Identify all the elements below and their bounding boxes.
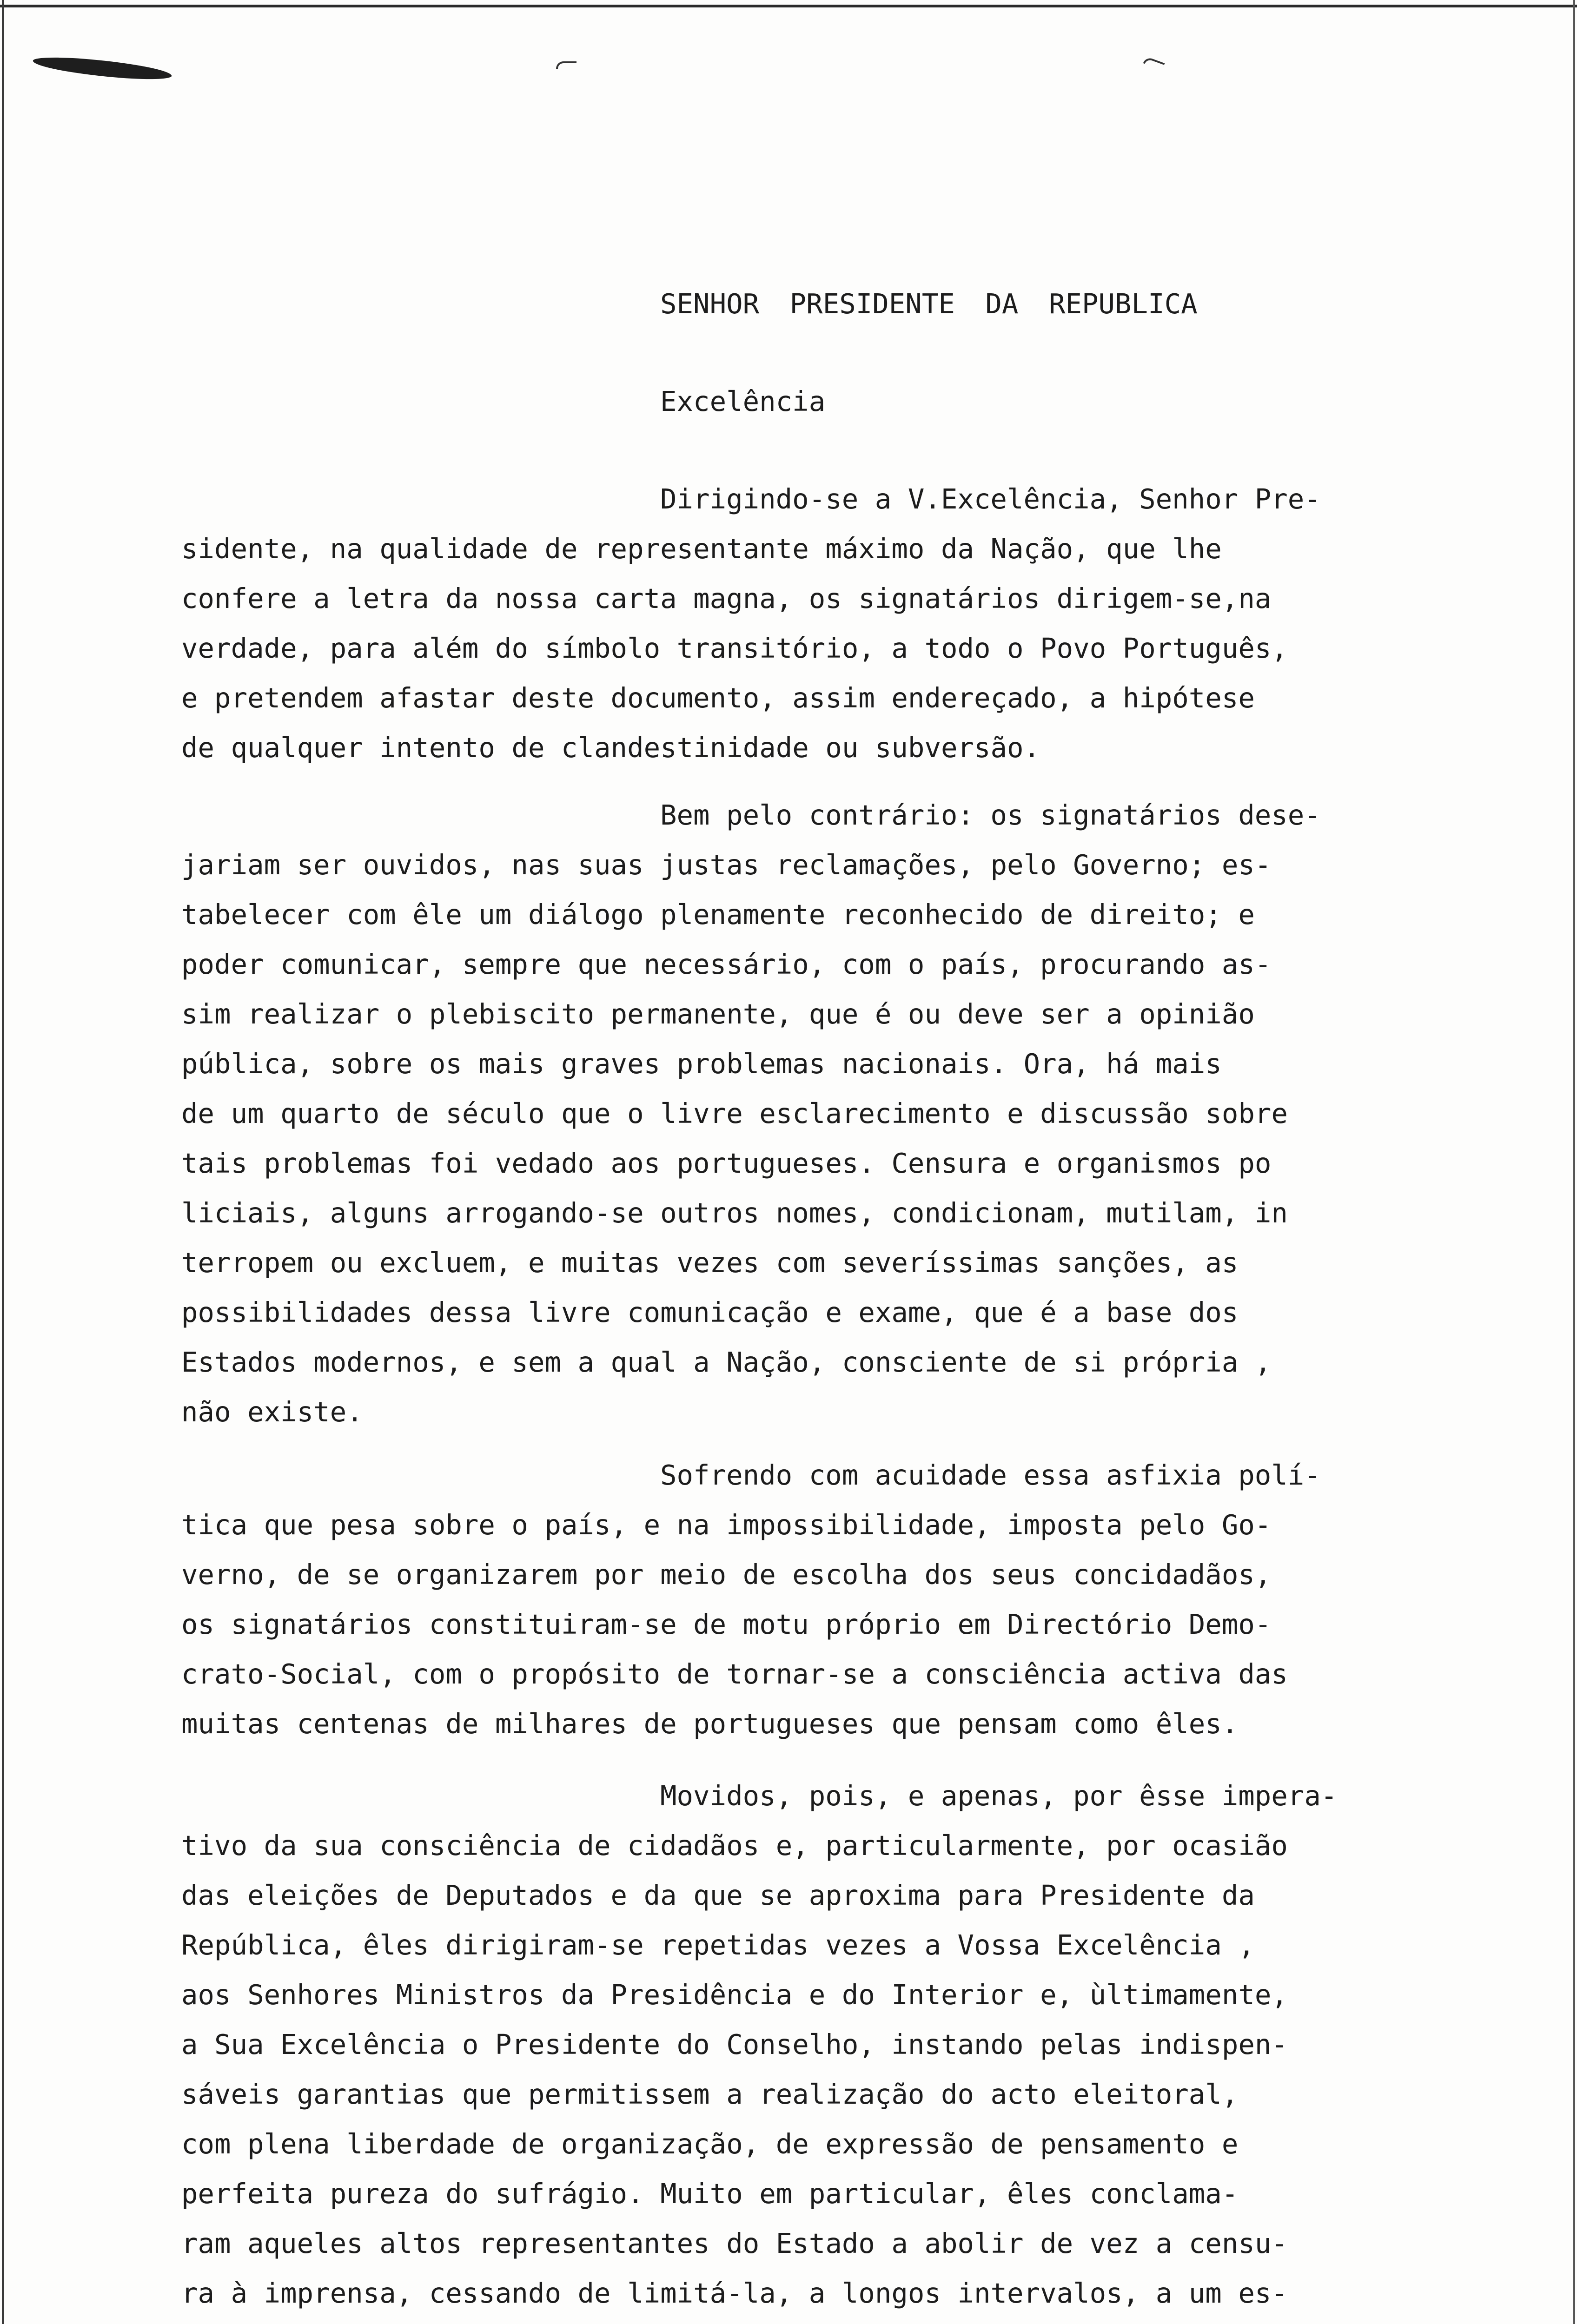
page-top-edge (0, 5, 1577, 7)
paragraph-1 (181, 474, 1427, 772)
text-line: tica que pesa sobre o país, e na impossibilidade, imposta pelo Go- (181, 1509, 1272, 1541)
text-line: ra à imprensa, cessando de limitá-la, a longos intervalos, a um es- (181, 2277, 1288, 2309)
scan-mark (556, 61, 576, 69)
text-line: perfeita pureza do sufrágio. Muito em particular, êles conclama- (181, 2178, 1239, 2210)
page-right-edge (1573, 0, 1575, 2324)
text-line: não existe. (181, 1396, 363, 1428)
text-line: verno, de se organizarem por meio de escolha dos seus concidadãos, (181, 1558, 1272, 1591)
text-line: e pretendem afastar deste documento, assim endereçado, a hipótese (181, 682, 1255, 714)
text-line: poder comunicar, sempre que necessário, com o país, procurando as- (181, 948, 1272, 980)
text-line: muitas centenas de milhares de portugueses que pensam como êles. (181, 1708, 1239, 1740)
page-left-edge (2, 0, 4, 2324)
ink-smudge (32, 54, 172, 82)
text-line: das eleições de Deputados e da que se aproxima para Presidente da (181, 1879, 1255, 1911)
scan-mark (1143, 56, 1165, 70)
text-line: de qualquer intento de clandestinidade ou subversão. (181, 732, 1040, 764)
text-line: tivo da sua consciência de cidadãos e, particularmente, por ocasião (181, 1829, 1288, 1862)
text-line: Movidos, pois, e apenas, por êsse impera- (660, 1780, 1338, 1812)
text-line: verdade, para além do símbolo transitório, a todo o Povo Português, (181, 632, 1288, 664)
text-line: jariam ser ouvidos, nas suas justas reclamações, pelo Governo; es- (181, 849, 1272, 881)
text-line: a Sua Excelência o Presidente do Conselho, instando pelas indispen- (181, 2028, 1288, 2060)
text-line: República, êles dirigiram-se repetidas vezes a Vossa Excelência , (181, 1929, 1255, 1961)
text-line: Estados modernos, e sem a qual a Nação, consciente de si própria , (181, 1346, 1272, 1378)
text-line: terropem ou excluem, e muitas vezes com severíssimas sanções, as (181, 1247, 1239, 1279)
text-line: os signatários constituiram-se de motu próprio em Directório Demo- (181, 1608, 1272, 1640)
text-line: ram aqueles altos representantes do Estado a abolir de vez a censu- (181, 2227, 1288, 2259)
letter-salutation: Excelência (660, 385, 826, 417)
paragraph-3 (181, 1450, 1427, 1749)
paragraph-2 (181, 790, 1427, 1437)
text-line: de um quarto de século que o livre esclarecimento e discussão sobre (181, 1097, 1288, 1129)
text-line: sim realizar o plebiscito permanente, que é ou deve ser a opinião (181, 998, 1255, 1030)
text-line: Sofrendo com acuidade essa asfixia polí- (660, 1459, 1321, 1491)
text-line: sidente, na qualidade de representante máximo da Nação, que lhe (181, 533, 1222, 565)
text-line: Dirigindo-se a V.Excelência, Senhor Pre- (660, 483, 1321, 515)
text-line: com plena liberdade de organização, de expressão de pensamento e (181, 2128, 1239, 2160)
text-line: confere a letra da nossa carta magna, os signatários dirigem-se,na (181, 582, 1272, 614)
text-line: aos Senhores Ministros da Presidência e do Interior e, ùltimamente, (181, 1979, 1288, 2011)
text-line: sáveis garantias que permitissem a realização do acto eleitoral, (181, 2078, 1239, 2110)
text-line: Bem pelo contrário: os signatários dese- (660, 799, 1321, 831)
text-line: pública, sobre os mais graves problemas nacionais. Ora, há mais (181, 1048, 1222, 1080)
text-line: crato-Social, com o propósito de tornar-se a consciência activa das (181, 1658, 1288, 1690)
text-line: liciais, alguns arrogando-se outros nomes, condicionam, mutilam, in (181, 1197, 1288, 1229)
letter-heading: SENHOR PRESIDENTE DA REPUBLICA (660, 288, 1198, 320)
text-line: tabelecer com êle um diálogo plenamente reconhecido de direito; e (181, 898, 1255, 931)
text-line: tais problemas foi vedado aos portugueses. Censura e organismos po (181, 1147, 1272, 1179)
paragraph-4 (181, 1771, 1427, 2318)
text-line: possibilidades dessa livre comunicação e exame, que é a base dos (181, 1296, 1239, 1328)
